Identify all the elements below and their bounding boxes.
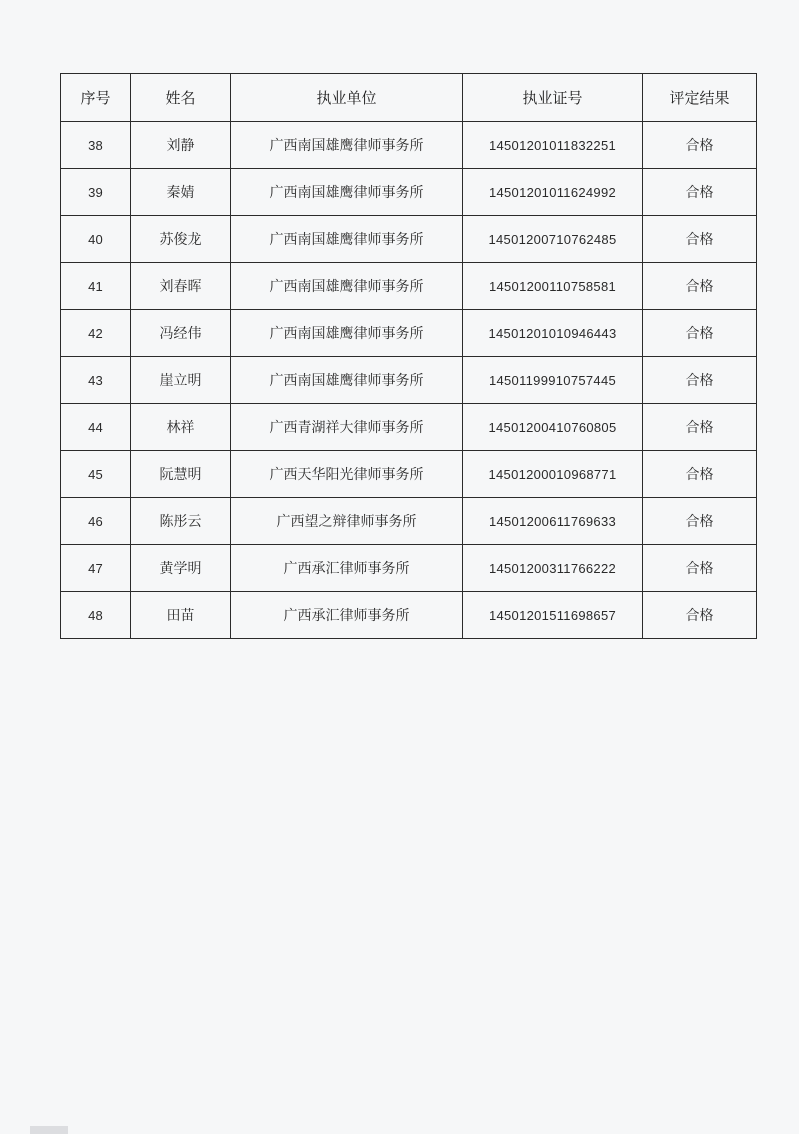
cell-evaluation-result: 合格 xyxy=(643,357,757,404)
cell-serial-number: 44 xyxy=(61,404,131,451)
cell-serial-number: 48 xyxy=(61,592,131,639)
header-license-number: 执业证号 xyxy=(463,74,643,122)
cell-name: 田苗 xyxy=(131,592,231,639)
cell-practice-firm: 广西南国雄鹰律师事务所 xyxy=(231,357,463,404)
cell-license-number: 14501200010968771 xyxy=(463,451,643,498)
cell-evaluation-result: 合格 xyxy=(643,263,757,310)
cell-license-number: 14501201511698657 xyxy=(463,592,643,639)
cell-name: 崖立明 xyxy=(131,357,231,404)
cell-practice-firm: 广西南国雄鹰律师事务所 xyxy=(231,122,463,169)
cell-practice-firm: 广西承汇律师事务所 xyxy=(231,592,463,639)
table-row xyxy=(61,404,757,451)
header-serial-number: 序号 xyxy=(61,74,131,122)
cell-serial-number: 43 xyxy=(61,357,131,404)
cell-serial-number: 39 xyxy=(61,169,131,216)
cell-practice-firm: 广西南国雄鹰律师事务所 xyxy=(231,216,463,263)
cell-serial-number: 45 xyxy=(61,451,131,498)
cell-serial-number: 41 xyxy=(61,263,131,310)
table-body xyxy=(61,122,757,639)
table-row xyxy=(61,357,757,404)
cell-practice-firm: 广西南国雄鹰律师事务所 xyxy=(231,169,463,216)
table-row xyxy=(61,545,757,592)
header-row xyxy=(61,74,757,122)
cell-practice-firm: 广西南国雄鹰律师事务所 xyxy=(231,310,463,357)
header-practice-firm: 执业单位 xyxy=(231,74,463,122)
cell-license-number: 14501200710762485 xyxy=(463,216,643,263)
cell-license-number: 14501200410760805 xyxy=(463,404,643,451)
cell-name: 苏俊龙 xyxy=(131,216,231,263)
table-row xyxy=(61,498,757,545)
cell-evaluation-result: 合格 xyxy=(643,498,757,545)
cell-evaluation-result: 合格 xyxy=(643,310,757,357)
table-row xyxy=(61,216,757,263)
cell-serial-number: 38 xyxy=(61,122,131,169)
cell-evaluation-result: 合格 xyxy=(643,122,757,169)
table-row xyxy=(61,310,757,357)
cell-name: 陈彤云 xyxy=(131,498,231,545)
cell-license-number: 14501200611769633 xyxy=(463,498,643,545)
header-evaluation-result: 评定结果 xyxy=(643,74,757,122)
cell-name: 刘春晖 xyxy=(131,263,231,310)
cell-name: 冯经伟 xyxy=(131,310,231,357)
scan-edge-mark xyxy=(30,1126,68,1134)
cell-name: 黄学明 xyxy=(131,545,231,592)
table-row xyxy=(61,263,757,310)
cell-license-number: 14501200110758581 xyxy=(463,263,643,310)
cell-serial-number: 42 xyxy=(61,310,131,357)
cell-license-number: 14501199910757445 xyxy=(463,357,643,404)
table-row xyxy=(61,169,757,216)
cell-evaluation-result: 合格 xyxy=(643,592,757,639)
cell-practice-firm: 广西天华阳光律师事务所 xyxy=(231,451,463,498)
cell-license-number: 14501201011832251 xyxy=(463,122,643,169)
table-header xyxy=(61,74,757,122)
cell-serial-number: 46 xyxy=(61,498,131,545)
header-name: 姓名 xyxy=(131,74,231,122)
cell-license-number: 14501200311766222 xyxy=(463,545,643,592)
cell-evaluation-result: 合格 xyxy=(643,169,757,216)
cell-evaluation-result: 合格 xyxy=(643,404,757,451)
cell-practice-firm: 广西青湖祥大律师事务所 xyxy=(231,404,463,451)
cell-practice-firm: 广西承汇律师事务所 xyxy=(231,545,463,592)
cell-name: 林祥 xyxy=(131,404,231,451)
cell-license-number: 14501201010946443 xyxy=(463,310,643,357)
cell-serial-number: 40 xyxy=(61,216,131,263)
cell-practice-firm: 广西南国雄鹰律师事务所 xyxy=(231,263,463,310)
cell-evaluation-result: 合格 xyxy=(643,451,757,498)
cell-license-number: 14501201011624992 xyxy=(463,169,643,216)
lawyer-evaluation-table xyxy=(60,73,757,639)
table-row xyxy=(61,592,757,639)
table-row xyxy=(61,122,757,169)
table-row xyxy=(61,451,757,498)
cell-evaluation-result: 合格 xyxy=(643,216,757,263)
cell-practice-firm: 广西望之辩律师事务所 xyxy=(231,498,463,545)
cell-name: 刘静 xyxy=(131,122,231,169)
cell-name: 秦婧 xyxy=(131,169,231,216)
cell-name: 阮慧明 xyxy=(131,451,231,498)
cell-serial-number: 47 xyxy=(61,545,131,592)
cell-evaluation-result: 合格 xyxy=(643,545,757,592)
